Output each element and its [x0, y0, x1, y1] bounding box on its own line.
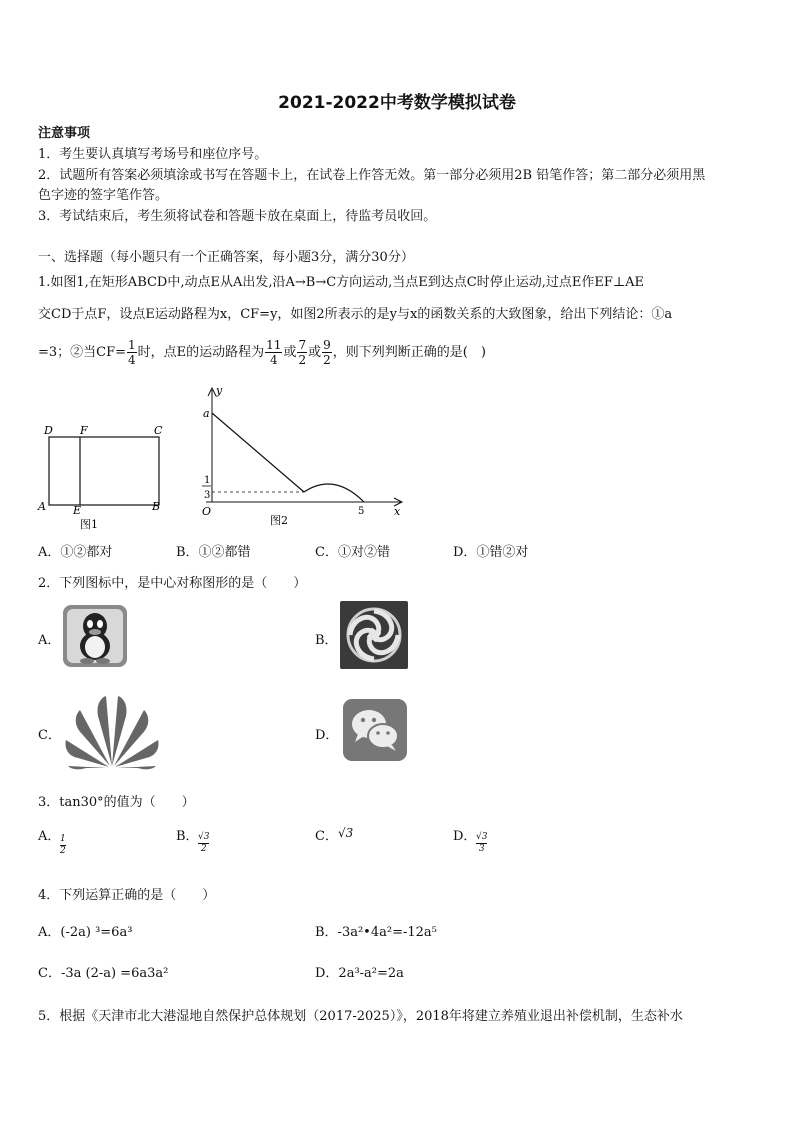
fraction-7-2: $\frac{7}{2}$: [298, 338, 307, 367]
tick-one: 1: [204, 475, 211, 486]
huawei-logo-icon[interactable]: [62, 688, 162, 770]
q3-option-d-value: √3 3: [476, 832, 488, 854]
q3-option-c-value: √3: [338, 826, 354, 840]
label-f: F: [80, 424, 88, 437]
q1-text-a: =3；②当CF=: [38, 345, 127, 360]
graph-curve: [304, 484, 364, 502]
q1-line-3: [38, 338, 486, 367]
q2-option-c-label[interactable]: C．: [38, 728, 61, 743]
label-x: x: [394, 505, 401, 518]
q3-option-d-label[interactable]: D．: [453, 829, 477, 844]
tick-three: 3: [204, 490, 211, 501]
fraction-1-4: $\frac{1}{4}$: [128, 338, 136, 367]
figure-1-caption: 图1: [80, 518, 98, 531]
q1-option-c[interactable]: C．①对②错: [315, 545, 390, 560]
label-b: B: [152, 500, 161, 513]
q4-option-c[interactable]: C．-3a (2-a) =6a3a²: [38, 966, 169, 981]
q3-option-c-label[interactable]: C．: [315, 829, 338, 844]
fraction-9-2: $\frac{9}{2}$: [323, 338, 331, 367]
figure-2-graph: [196, 384, 411, 532]
label-y: y: [216, 384, 223, 397]
label-c: C: [154, 424, 163, 437]
q4-stem: 4．下列运算正确的是（ ）: [38, 888, 216, 903]
label-e: E: [73, 504, 82, 517]
q1-line-2: 交CD于点F，设点E运动路程为x，CF=y，如图2所表示的是y与x的函数关系的大致图象，给出下列结论：①a: [38, 307, 673, 322]
q2-stem: 2．下列图标中，是中心对称图形的是（ ）: [38, 576, 307, 591]
figure-1-rectangle: [34, 420, 174, 535]
label-origin: O: [202, 505, 212, 518]
swirl-logo-icon[interactable]: [340, 601, 408, 669]
notice-item-1: 1．考生要认真填写考场号和座位序号。: [38, 147, 268, 162]
q1-option-a[interactable]: A．①②都对: [38, 545, 113, 560]
q5-stem: 5．根据《天津市北大港湿地自然保护总体规划（2017-2025）》，2018年将建立养殖业退出补偿机制，生态补水: [38, 1009, 683, 1024]
q1-text-b: 时，点E的运动路程为: [137, 345, 265, 360]
fraction-11-4: $\frac{11}{4}$: [266, 338, 282, 367]
or-text: 或: [308, 345, 322, 360]
qq-penguin-icon[interactable]: [62, 604, 128, 668]
q3-option-a-label[interactable]: A．: [38, 829, 61, 844]
q4-option-a[interactable]: A．(-2a) ³=6a³: [38, 925, 133, 940]
notice-heading: 注意事项: [38, 126, 91, 141]
notice-item-2-cont: 色字迹的签字笔作答。: [38, 188, 169, 203]
q1-text-c: ，则下列判断正确的是( ): [332, 345, 486, 360]
label-d: D: [44, 424, 53, 437]
q2-option-b-label[interactable]: B．: [315, 633, 338, 648]
section-heading: 一、选择题（每小题只有一个正确答案，每小题3分，满分30分）: [38, 250, 414, 265]
rectangle-abcd: [49, 437, 159, 505]
q2-option-d-label[interactable]: D．: [315, 728, 339, 743]
q3-stem: 3．tan30°的值为（ ）: [38, 795, 195, 810]
notice-item-2: 2．试题所有答案必须填涂或书写在答题卡上，在试卷上作答无效。第一部分必须用2B 铅笔作答；第二部分必须用黑: [38, 168, 706, 183]
label-a: A: [38, 500, 46, 513]
notice-item-3: 3．考试结束后，考生须将试卷和答题卡放在桌面上，待监考员收回。: [38, 209, 437, 224]
figure-2-caption: 图2: [270, 514, 288, 527]
q4-option-b[interactable]: B．-3a²•4a²=-12a⁵: [315, 925, 437, 940]
label-a-axis: a: [203, 407, 210, 420]
or-text: 或: [283, 345, 297, 360]
tick-five: 5: [358, 506, 365, 517]
graph-line-segment: [212, 413, 304, 492]
q1-option-b[interactable]: B．①②都错: [176, 545, 251, 560]
q3-option-b-label[interactable]: B．: [176, 829, 199, 844]
q1-option-d[interactable]: D．①错②对: [453, 545, 529, 560]
q3-option-b-value: √3 2: [198, 832, 210, 854]
q2-option-a-label[interactable]: A．: [38, 633, 61, 648]
q4-option-d[interactable]: D．2a³-a²=2a: [315, 966, 404, 981]
q1-line-1: 1.如图1,在矩形ABCD中,动点E从A出发,沿A→B→C方向运动,当点E到达点C时停止运动,过点E作EF⊥AE: [38, 275, 644, 290]
q3-option-a-value: 1 2: [60, 834, 66, 856]
page-title: 2021-2022中考数学模拟试卷: [278, 93, 516, 113]
wechat-icon[interactable]: [342, 698, 408, 762]
